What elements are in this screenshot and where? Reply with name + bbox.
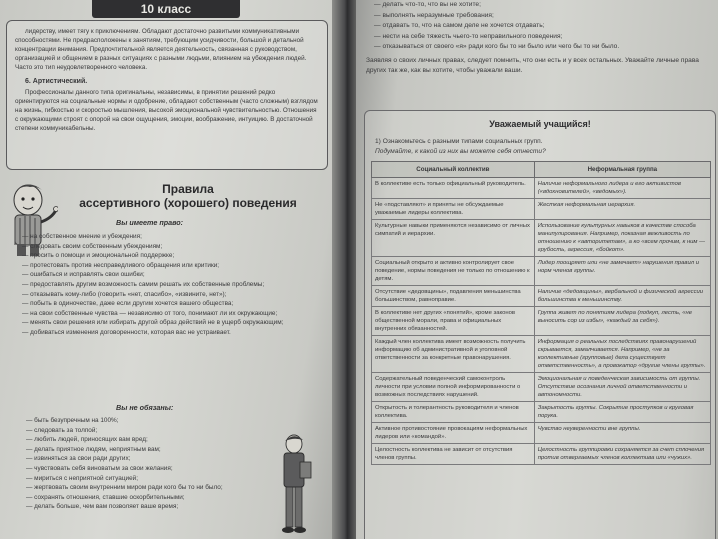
paragraph: Профессионалы данного типа оригинальны, независимы, в принятии решений редко ориентируются на социальные нормы и одобрение, обладают собственным (часто сложным) взглядом на жизнь, гибкостью и скоростью мышления, высокой эмоциональной чувствительностью. Отношения с окружающими строят с опорой на свои ощущения, эмоции, воображение, интуицию. В достаточной степени коммуникабельны.	[15, 89, 318, 132]
table-row	[372, 423, 711, 444]
list-item: — следовать за толпой;	[26, 426, 246, 436]
table-cell: Культурные навыки применяются независимо от личных симпатий и иерархии.	[372, 220, 535, 257]
list-item: — добиваться изменения договоренности, которая вас не устраивает.	[22, 328, 314, 338]
list-item: — извиняться за свои ради других;	[26, 454, 246, 464]
list-item: — ошибаться и исправлять свои ошибки;	[22, 270, 314, 280]
table-cell: Наличие неформального лидера и его активистов («вдохновителей», «ведомых»).	[534, 178, 710, 199]
table-row	[372, 199, 711, 220]
table-row	[372, 220, 711, 257]
table-cell: Жесткая неформальная иерархия.	[534, 199, 710, 220]
rules-title-line-1: Правила	[162, 182, 214, 196]
grade-label: 10 класс	[92, 0, 240, 18]
table-header-row	[372, 162, 711, 178]
list-item: — просить о помощи и эмоциональной поддержке;	[22, 251, 314, 261]
list-item: — делать что-то, что вы не хотите;	[374, 0, 711, 11]
box-question: Подумайте, к какой из них вы можете себя отнести?	[375, 147, 546, 155]
table-cell: Лидер поощряет или «не замечает» нарушения правил и норм членов группы.	[534, 257, 710, 286]
table-cell: Группа живет по понятиям лидера (подкуп, лесть, «не выносить сор из избы», «каждый за себя»).	[534, 307, 710, 336]
column-header: Неформальная группа	[534, 162, 710, 178]
box-title: Уважаемый учащийся!	[489, 119, 591, 129]
table-row	[372, 444, 711, 465]
column-header: Социальный коллектив	[372, 162, 535, 178]
table-row	[372, 286, 711, 307]
table-row	[372, 307, 711, 336]
table-cell: Содержательный поведенческий самоконтроль личности при условии полной информированности о возможных последствиях нарушений.	[372, 373, 535, 402]
rules-title-line-2: ассертивного (хорошего) поведения	[79, 196, 297, 210]
table-cell: Отсутствие «дедовщины», подавления меньшинства большинством, равноправие.	[372, 286, 535, 307]
list-item: — любить людей, приносящих вам вред;	[26, 435, 246, 445]
rights-list	[22, 232, 314, 338]
table-cell: Наличие «дедовщины», вербальной и физической агрессии большинства к меньшинству.	[534, 286, 710, 307]
table-row	[372, 257, 711, 286]
rights-continued	[366, 0, 711, 77]
list-item: — делать больше, чем вам позволяет ваше время;	[26, 502, 246, 512]
list-item: — на свои собственные чувства — независимо от того, понимают ли их окружающие;	[22, 309, 314, 319]
list-item: — следовать своим собственным убеждениям;	[22, 242, 314, 252]
box-instruction: 1) Ознакомьтесь с разными типами социальных групп.	[375, 138, 543, 145]
list-item: — на собственное мнение и убеждения;	[22, 232, 314, 242]
not-obliged-list	[26, 416, 246, 512]
table-cell: Каждый член коллектива имеет возможность получить информацию об административной и уголовной ответственности за конкретные правонарушения.	[372, 336, 535, 373]
table-cell: Информация о реальных последствиях правонарушений скрывается, замалчивается. Например, «не за коллективные (групповые) дела существует ответственность», а провокатор «другие члены группы».	[534, 336, 710, 373]
list-item: — протестовать против несправедливого обращения или критики;	[22, 261, 314, 271]
rights-note: Заявляя о своих личных правах, следует помнить, что они есть и у всех остальных. Уважайте личные права других так же, как вы хотите, чтобы уважали ваши.	[366, 56, 699, 74]
list-item: — сохранять отношения, ставшие оскорбительными;	[26, 493, 246, 503]
left-page	[0, 0, 338, 539]
profession-types-box	[6, 20, 328, 170]
list-item: — жертвовать своим внутренним миром ради кого бы то ни было;	[26, 483, 246, 493]
table-cell: Не «подставляют» и приняты не обсуждаемые уважаемые лидеры коллектива.	[372, 199, 535, 220]
table-cell: Целостность группировки сохраняется за счет сплочения против отвергаемых членов коллектива или «чужих».	[534, 444, 710, 465]
student-illustration	[272, 432, 314, 536]
table-cell: В коллективе нет других «понятий», кроме законов общественной морали, права и официальных внутренних обязанностей.	[372, 307, 535, 336]
table-cell: Закрытость группы. Сокрытие проступков и круговая порука.	[534, 402, 710, 423]
table-row	[372, 373, 711, 402]
list-item: — быть безупречным на 100%;	[26, 416, 246, 426]
table-cell: В коллективе есть только официальный руководитель.	[372, 178, 535, 199]
box-intro	[375, 137, 707, 156]
social-groups-box	[364, 110, 716, 539]
list-item: — нести на себе тяжесть чьего-то неправильного поведения;	[374, 32, 711, 43]
table-cell: Открытость и толерантность руководителя и членов коллектива.	[372, 402, 535, 423]
list-item: — делать приятное людям, неприятным вам;	[26, 445, 246, 455]
table-cell: Использование культурных навыков в качестве способа манипулирования. Например, показная вежливость по отношению к «авторитетам», а ко «всем прочим, к ним — грубость, агрессия, «бойкот».	[534, 220, 710, 257]
list-item: — отказывать кому-либо (говорить «нет, спасибо», «извините, нет»);	[22, 290, 314, 300]
list-item: — предоставлять другим возможность самим решать их собственные проблемы;	[22, 280, 314, 290]
table-cell: Эмоциональная и поведенческая зависимость от группы. Отсутствие осознания личной ответственности и автономности.	[534, 373, 710, 402]
right-page	[356, 0, 718, 539]
rights-heading: Вы имеете право:	[116, 218, 184, 227]
table-row	[372, 178, 711, 199]
table-cell: Социальный открыто и активно контролирует свое поведение, нормы поведения не только по отношению к детям.	[372, 257, 535, 286]
table-row	[372, 402, 711, 423]
social-groups-table	[371, 161, 711, 465]
paragraph: лидерству, имеет тягу к приключениям. Обладают достаточно развитыми коммуникативными способностями. Не предрасположены к занятиям, требующим усидчивости, большой и детальной концентрации внимания. Предпочтительной является деятельность, связанная с руководством, организацией и общением в разных ситуациях с разными людьми, влиянием на убеждения людей. Часто это тип неудовлетворенного человека.	[15, 28, 307, 71]
table-cell: Чувство неуверенности вне группы.	[534, 423, 710, 444]
table-cell: Активное противостояние провокациям неформальных лидеров или «командой».	[372, 423, 535, 444]
list-item: — побыть в одиночестве, даже если другим хочется вашего общества;	[22, 299, 314, 309]
section-heading: 6. Артистический.	[25, 78, 88, 85]
not-obliged-heading: Вы не обязаны:	[116, 403, 174, 412]
rights-continued-list	[366, 0, 711, 53]
list-item: — менять свои решения или избирать другой образ действий не в ущерб окружающим;	[22, 318, 314, 328]
list-item: — мириться с неприятной ситуацией;	[26, 474, 246, 484]
list-item: — отказываться от своего «я» ради кого бы то ни было или чего бы то ни было.	[374, 42, 711, 53]
table-cell: Целостность коллектива не зависит от отсутствия членов группы.	[372, 444, 535, 465]
rules-title	[60, 182, 316, 210]
list-item: — отдавать то, что на самом деле не хочется отдавать;	[374, 21, 711, 32]
list-item: — чувствовать себя виноватым за свои желания;	[26, 464, 246, 474]
list-item: — выполнять неразумные требования;	[374, 11, 711, 22]
table-row	[372, 336, 711, 373]
